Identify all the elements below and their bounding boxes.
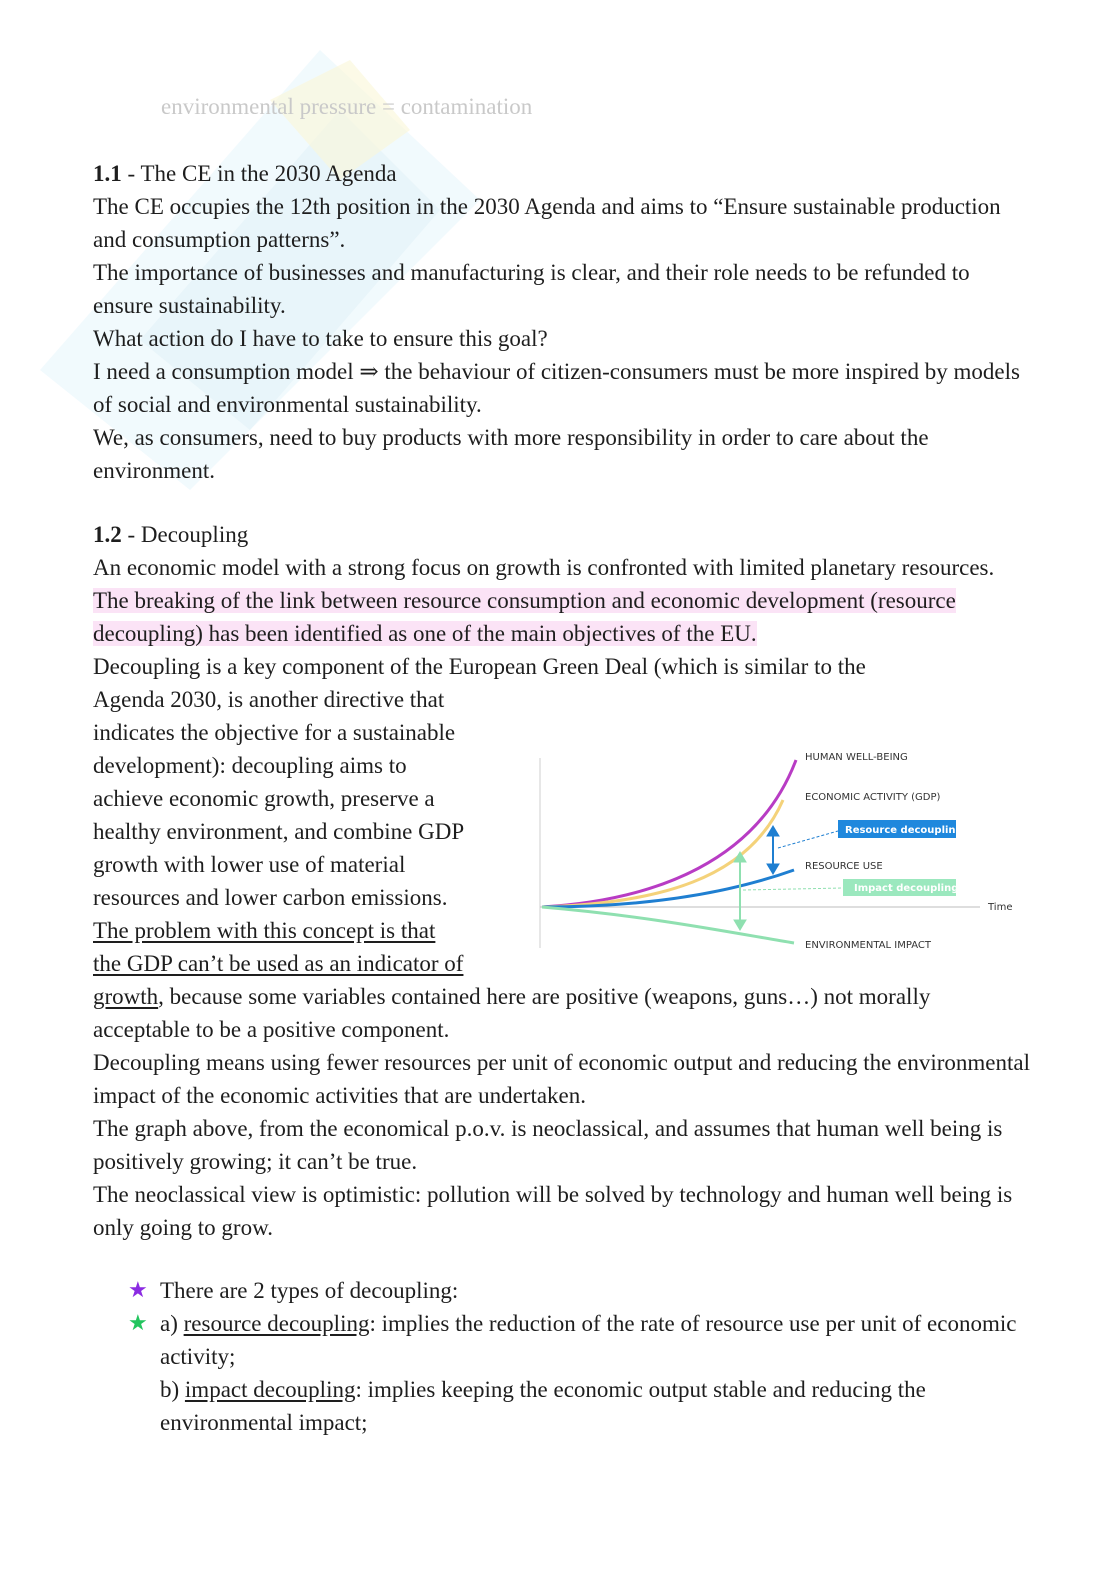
human-wellbeing-curve (542, 760, 796, 907)
text-line: indicates the objective for a sustainable (93, 720, 456, 745)
list-item (128, 1274, 1038, 1307)
decoupling-diagram-svg (538, 740, 1028, 960)
paragraph-rest: , because some variables contained here are positive (weapons, guns…) not morally acceptable to be a positive component. (93, 984, 931, 1042)
text-line: resources and lower carbon emissions. (93, 885, 448, 910)
bullet-list (128, 1274, 1038, 1439)
label-environmental-impact: ENVIRONMENTAL IMPACT (805, 940, 931, 951)
label-economic-activity: ECONOMIC ACTIVITY (GDP) (805, 792, 941, 803)
item-rest: : implies keeping the economic output stable and reducing the environmental impact; (160, 1377, 926, 1435)
paragraph: The importance of businesses and manufacturing is clear, and their role needs to be refunded to ensure sustainability. (93, 260, 970, 318)
gdp-curve (542, 800, 783, 907)
paragraph (93, 980, 1033, 1046)
paragraph: Decoupling means using fewer resources per unit of economic output and reducing the environmental impact of the economic activities that are undertaken. (93, 1050, 1030, 1108)
list-item-continuation (128, 1373, 1038, 1439)
text-line: development): decoupling aims to (93, 753, 407, 778)
label-resource-use: RESOURCE USE (805, 861, 883, 872)
list-item (128, 1307, 1038, 1373)
section-title: - The CE in the 2030 Agenda (121, 161, 397, 186)
leader-line (743, 888, 843, 890)
term-resource-decoupling: resource decoupling (183, 1311, 370, 1336)
section-number: 1.2 (93, 522, 122, 547)
paragraph: We, as consumers, need to buy products with more responsibility in order to care about the environment. (93, 425, 929, 483)
label-human-wellbeing: HUMAN WELL-BEING (805, 752, 908, 763)
text-line: Agenda 2030, is another directive that (93, 687, 445, 712)
section-1-1 (93, 157, 1033, 487)
section-number: 1.1 (93, 161, 122, 186)
underlined-line: the GDP can’t be used as an indicator of (93, 951, 464, 976)
resource-decoupling-arrow (767, 826, 779, 874)
section-1-2-heading (93, 518, 1033, 551)
item-prefix: b) (160, 1377, 185, 1402)
paragraph: I need a consumption model ⇒ the behaviour of citizen-consumers must be more inspired by models of social and environmental sustainability. (93, 359, 1020, 417)
item-prefix: a) (160, 1311, 184, 1336)
section-title: - Decoupling (121, 522, 249, 547)
pink-highlight: The breaking of the link between resource consumption and economic development (resource decoupling) has been identified as one of the main objectives of the EU. (93, 588, 956, 646)
resource-use-curve (542, 870, 794, 907)
text-line: growth with lower use of material (93, 852, 406, 877)
text-line: achieve economic growth, preserve a (93, 786, 435, 811)
environmental-impact-curve (542, 907, 794, 943)
paragraph: What action do I have to take to ensure this goal? (93, 326, 548, 351)
green-star-icon: ★ (128, 1311, 148, 1336)
purple-star-icon: ★ (128, 1278, 148, 1303)
paragraph: The graph above, from the economical p.o.v. is neoclassical, and assumes that human well being is positively growing; it can’t be true. (93, 1116, 1003, 1174)
label-time: Time (988, 902, 1013, 913)
term-impact-decoupling: impact decoupling (184, 1377, 356, 1402)
paragraph: An economic model with a strong focus on growth is confronted with limited planetary resources. (93, 555, 995, 580)
impact-decoupling-arrow (734, 852, 746, 930)
paragraph: The neoclassical view is optimistic: pollution will be solved by technology and human well being is only going to grow. (93, 1182, 1013, 1240)
underlined-word: growth (93, 984, 159, 1009)
item-rest: : implies the reduction of the rate of resource use per unit of economic activity; (160, 1311, 1017, 1369)
text-line: healthy environment, and combine GDP (93, 819, 465, 844)
paragraph: Decoupling is a key component of the European Green Deal (which is similar to the (93, 654, 866, 679)
leader-line (778, 831, 838, 848)
list-item-text: There are 2 types of decoupling: (160, 1278, 459, 1303)
list-item-text (160, 1307, 1038, 1373)
decoupling-diagram (538, 740, 1028, 960)
faded-header-text: environmental pressure = contamination (161, 94, 533, 119)
label-impact-decoupling: Impact decoupling (854, 883, 959, 894)
highlighted-paragraph (93, 584, 1033, 650)
paragraph: The CE occupies the 12th position in the 2030 Agenda and aims to “Ensure sustainable production and consumption patterns”. (93, 194, 1001, 252)
section-1-1-heading (93, 157, 1033, 190)
underlined-line: The problem with this concept is that (93, 918, 436, 943)
label-resource-decoupling: Resource decoupling (845, 825, 963, 836)
